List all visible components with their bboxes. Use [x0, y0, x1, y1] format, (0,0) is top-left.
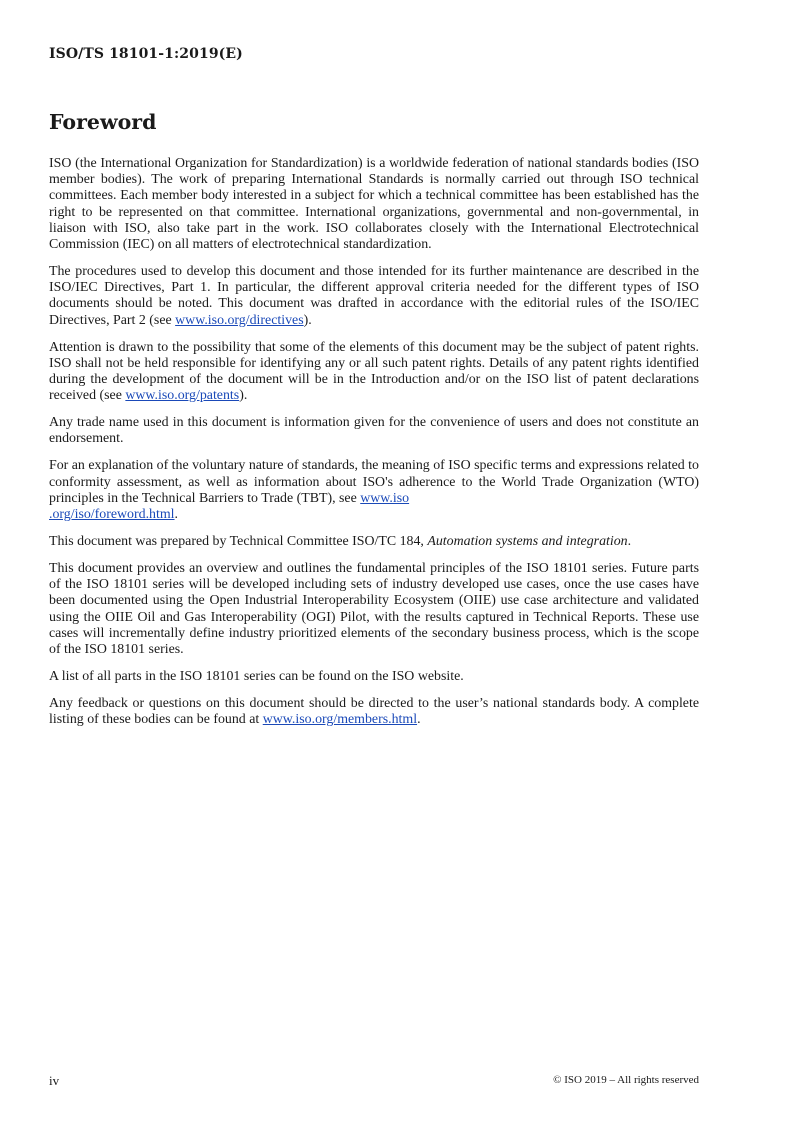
committee-name: Automation systems and integration	[427, 534, 628, 550]
paragraph-voluntary-nature	[49, 458, 699, 523]
page-number: iv	[49, 1073, 60, 1088]
copyright-notice: © ISO 2019 – All rights reserved	[553, 1074, 699, 1086]
paragraph-text: ).	[239, 388, 248, 404]
paragraph-committee	[49, 534, 699, 550]
paragraph-text: The procedures used to develop this document and those intended for its further maintenance are described in the ISO/IEC Directives, Part 1. In particular, the different approval criteria needed for the different types of ISO documents should be noted. This document was drafted in accordance with the editorial rules of the ISO/IEC Directives, Part 2 (see	[49, 264, 699, 328]
paragraph-text: Any feedback or questions on this document should be directed to the user’s national standards body. A complete listing of these bodies can be found at	[49, 696, 699, 728]
paragraph-text: .	[417, 712, 421, 728]
foreword-link[interactable]: www.iso	[360, 490, 410, 506]
patents-link[interactable]: www.iso.org/patents	[125, 388, 240, 404]
paragraph-text: Attention is drawn to the possibility that some of the elements of this document may be the subject of patent rights. ISO shall not be held responsible for identifying any or all such patent rights. Details of any patent rights identified during the development of the document will be in the Introduction and/or on the ISO list of patent declarations received (see	[49, 339, 699, 404]
paragraph-text: This document was prepared by Technical Committee ISO/TC 184,	[49, 534, 428, 550]
foreword-link-continued[interactable]: .org/iso/foreword.html	[49, 507, 175, 523]
paragraph-iso-intro: ISO (the International Organization for Standardization) is a worldwide federation of national standards bodies (ISO member bodies). The work of preparing International Standards is normally carried out through ISO technical committees. Each member body interested in a subject for which a technical committee has been established has the right to be represented on that committee. International organizations, governmental and non-governmental, in liaison with ISO, also take part in the work. ISO collaborates closely with the International Electrotechnical Commission (IEC) on all matters of electrotechnical standardization.	[49, 156, 699, 253]
members-link[interactable]: www.iso.org/members.html	[262, 712, 418, 728]
paragraph-parts-list: A list of all parts in the ISO 18101 series can be found on the ISO website.	[49, 669, 464, 685]
page-title: Foreword	[49, 110, 157, 134]
foreword-body	[49, 156, 699, 739]
paragraph-text: .	[174, 507, 179, 523]
document-id: ISO/TS 18101-1:2019(E)	[49, 46, 243, 62]
paragraph-procedures	[49, 264, 699, 329]
directives-link[interactable]: www.iso.org/directives	[175, 312, 304, 328]
paragraph-patents	[49, 340, 699, 405]
paragraph-trade-name: Any trade name used in this document is information given for the convenience of users and does not constitute an endorsement.	[49, 415, 699, 447]
paragraph-text: For an explanation of the voluntary nature of standards, the meaning of ISO specific terms and expressions related to conformity assessment, as well as information about ISO's adherence to the World Trade Organization (WTO) principles in the Technical Barriers to Trade (TBT), see	[49, 458, 699, 506]
paragraph-text: ).	[303, 312, 312, 328]
paragraph-overview: This document provides an overview and outlines the fundamental principles of the ISO 18101 series. Future parts of the ISO 18101 series will be developed including sets of industry developed use cases, once the use cases have been documented using the Open Industrial Interoperability Ecosystem (OIIE) use case architecture and validated using the OIIE Oil and Gas Interoperability (OGI) Pilot, with the results captured in Technical Reports. These use cases will incrementally define industry prioritized elements of the secondary business process, which is the scope of the ISO 18101 series.	[49, 561, 699, 658]
paragraph-feedback	[49, 696, 699, 728]
paragraph-text: .	[627, 534, 632, 550]
